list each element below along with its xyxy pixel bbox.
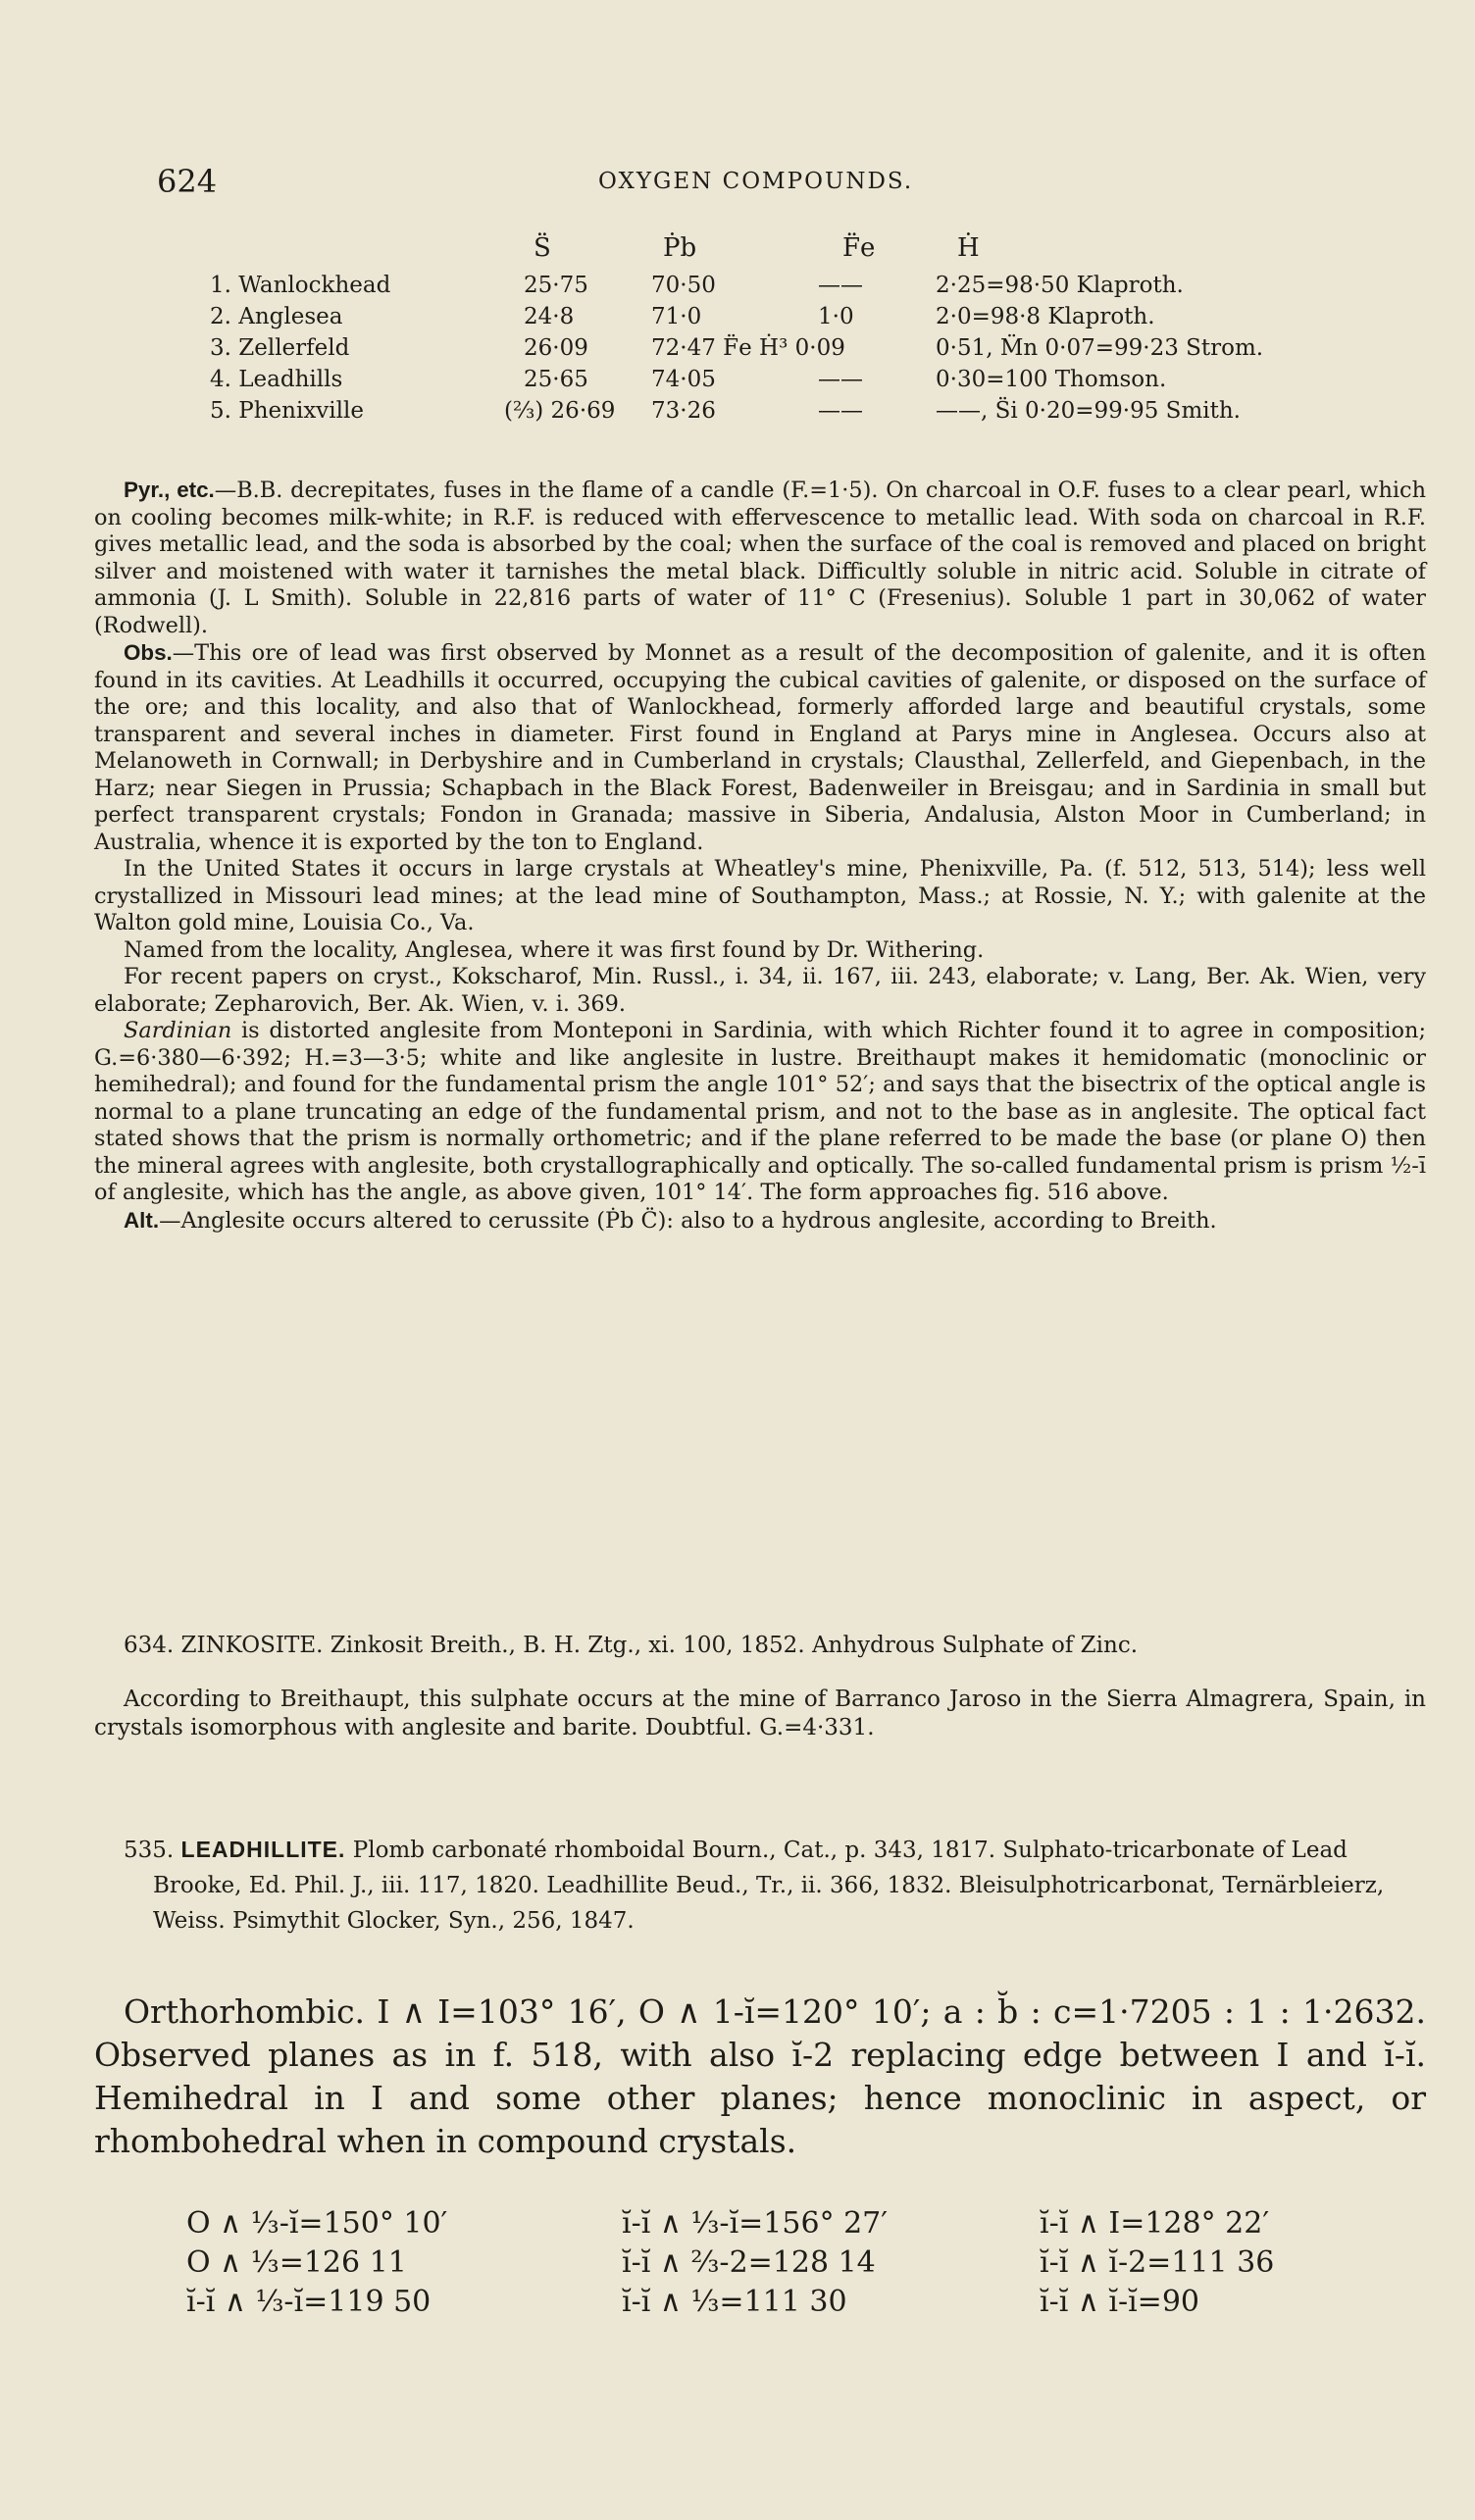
running-head (157, 163, 1432, 202)
angle-value: ĭ-ĭ ∧ ĭ-2=111 36 (1040, 2245, 1275, 2280)
body-text (94, 477, 1426, 1235)
crystallography-paragraph (94, 1991, 1426, 2163)
angles-table (186, 2206, 1363, 2324)
analysis-row (210, 273, 1387, 304)
value-h: 0·51, M̈n 0·07=99·23 Strom. (936, 335, 1264, 361)
zinkosite-header: 634. ZINKOSITE. Zinkosit Breith., B. H. Ztg., xi. 100, 1852. Anhydrous Sulphate of Zinc. (124, 1633, 1139, 1658)
value-pb: 72·47 F̈e Ḣ³ 0·09 (651, 335, 845, 361)
alt-paragraph (94, 1207, 1426, 1235)
value-pb: 73·26 (651, 398, 716, 424)
angle-value: ĭ-ĭ ∧ I=128° 22′ (1040, 2206, 1270, 2241)
crystallography-text: Orthorhombic. I ∧ I=103° 16′, O ∧ 1-ĭ=120° 10′; a : b̆ : c=1·7205 : 1 : 1·2632. Observed planes as in f. 518, with also ĭ-2 replacing edge between I and ĭ-ĭ. Hemihedral in I and some other planes; hence monoclinic in aspect, or rhombohedral when in compound crystals. (94, 1992, 1426, 2160)
analysis-row (210, 398, 1387, 429)
section-number: 535. (124, 1838, 175, 1863)
sardinian-word: Sardinian (124, 1018, 232, 1043)
sardinian-paragraph (94, 1018, 1426, 1207)
alt-text: —Anglesite occurs altered to cerussite (Ṗb C̈): also to a hydrous anglesite, according to Breith. (159, 1207, 1217, 1234)
value-s: 26·09 (524, 335, 588, 361)
analysis-row (210, 367, 1387, 398)
value-h: 2·0=98·8 Klaproth. (936, 304, 1155, 329)
value-pb: 74·05 (651, 367, 716, 392)
locality: 4. Leadhills (210, 367, 343, 392)
zinkosite-description: According to Breithaupt, this sulphate occurs at the mine of Barranco Jaroso in the Sierra Almagrera, Spain, in crystals isomorphous with anglesite and barite. Doubtful. G.=4·331. (94, 1687, 1426, 1740)
section-635 (94, 1832, 1426, 1939)
col-water: Ḣ (957, 233, 980, 263)
value-h: ——, S̈i 0·20=99·95 Smith. (936, 398, 1241, 424)
angle-value: ĭ-ĭ ∧ ⅓=111 30 (622, 2285, 847, 2319)
obs-label: Obs. (124, 640, 173, 665)
us-paragraph: In the United States it occurs in large crystals at Wheatley's mine, Phenixville, Pa. (f. 512, 513, 514); less well crystallized in Missouri lead mines; at the lead mine of Southampton, Mass.; at Rossie, N. Y.; with galenite at the Walton gold mine, Louisia Co., Va. (94, 856, 1426, 935)
obs-text: —This ore of lead was first observed by Monnet as a result of the decomposition of galenite, and it is often found in its cavities. At Leadhills it occurred, occupying the cubical cavities of galenite, or disposed on the surface of the ore; and this locality, and also that of Wanlockhead, formerly afforded large and beautiful crystals, some transparent and several inches in diameter. First found in England at Parys mine in Anglesea. Occurs also at Melanoweth in Cornwall; in Derbyshire and in Cumberland in crystals; Clausthal, Zellerfeld, and Giepenbach, in the Harz; near Siegen in Prussia; Schapbach in the Black Forest, Badenweiler in Breisgau; and in Sardinia in small but perfect transparent crystals; Fondon in Granada; massive in Siberia, Andalusia, Alston Moor in Cumberland; in Australia, whence it is exported by the ton to England. (94, 640, 1426, 855)
angle-value: O ∧ ⅓-ĭ=150° 10′ (186, 2206, 448, 2241)
leadhillite-header (124, 1832, 1426, 1939)
angles-row (186, 2206, 1363, 2245)
papers-paragraph: For recent papers on cryst., Kokscharof, Min. Russl., i. 34, ii. 167, iii. 243, elaborate; v. Lang, Ber. Ak. Wien, very elaborate; Zepharovich, Ber. Ak. Wien, v. i. 369. (94, 964, 1426, 1017)
pyr-paragraph (94, 477, 1426, 639)
value-h: 0·30=100 Thomson. (936, 367, 1167, 392)
page-number: 624 (157, 163, 218, 200)
angles-row (186, 2285, 1363, 2324)
locality: 3. Zellerfeld (210, 335, 350, 361)
locality: 2. Anglesea (210, 304, 343, 329)
value-s: 25·75 (524, 273, 588, 298)
analysis-row (210, 335, 1387, 367)
analyses-header (210, 233, 1387, 273)
running-title: OXYGEN COMPOUNDS. (598, 169, 914, 194)
value-s: 24·8 (524, 304, 575, 329)
col-sulphur: S̈ (534, 233, 551, 263)
obs-paragraph (94, 639, 1426, 856)
col-iron: F̈e (842, 233, 876, 263)
alt-label: Alt. (124, 1207, 160, 1233)
value-fe: —— (818, 367, 863, 392)
section-634 (94, 1632, 1426, 1742)
value-fe: —— (818, 273, 863, 298)
angle-value: ĭ-ĭ ∧ ⅓-ĭ=119 50 (186, 2285, 432, 2319)
angle-value: O ∧ ⅓=126 11 (186, 2245, 407, 2280)
sardinian-text: is distorted anglesite from Monteponi in Sardinia, with which Richter found it to agree in composition; G.=6·380—6·392; H.=3—3·5; white and like anglesite in lustre. Breithaupt makes it hemidomatic (monoclinic or hemihedral); and found for the fundamental prism the angle 101° 52′; and says that the bisectrix of the optical angle is normal to a plane truncating an edge of the fundamental prism, and not to the base as in anglesite. The optical fact stated shows that the prism is normally orthometric; and if the plane referred to be made the base (or plane O) then the mineral agrees with anglesite, both crystallographically and optically. The so-called fundamental prism is prism ½-ī of anglesite, which has the angle, as above given, 101° 14′. The form approaches fig. 516 above. (94, 1018, 1426, 1205)
synonymy: Plomb carbonaté rhomboidal Bourn., Cat., p. 343, 1817. Sulphato-tricarbonate of Lead Brooke, Ed. Phil. J., iii. 117, 1820. Leadhillite Beud., Tr., ii. 366, 1832. Bleisulphotricarbonat, Ternärbleierz, Weiss. Psimythit Glocker, Syn., 256, 1847. (153, 1838, 1385, 1934)
analyses-table (210, 233, 1387, 429)
value-h: 2·25=98·50 Klaproth. (936, 273, 1184, 298)
angles-row (186, 2245, 1363, 2285)
angle-value: ĭ-ĭ ∧ ⅔-2=128 14 (622, 2245, 876, 2280)
value-pb: 70·50 (651, 273, 716, 298)
col-lead: Ṗb (663, 233, 697, 263)
analysis-row (210, 304, 1387, 335)
pyr-label: Pyr., etc. (124, 478, 215, 502)
pyr-text: —B.B. decrepitates, fuses in the flame of a candle (F.=1·5). On charcoal in O.F. fuses to a clear pearl, which on cooling becomes milk-white; in R.F. is reduced with effervescence to metallic lead. With soda on charcoal in R.F. gives metallic lead, and the soda is absorbed by the coal; when the surface of the coal is removed and placed on bright silver and moistened with water it tarnishes the metal black. Difficultly soluble in nitric acid. Soluble in citrate of ammonia (J. L Smith). Soluble in 22,816 parts of water of 11° C (Fresenius). Soluble 1 part in 30,062 of water (Rodwell). (94, 478, 1426, 638)
value-s: (⅔) 26·69 (504, 398, 616, 424)
value-fe: —— (818, 398, 863, 424)
value-pb: 71·0 (651, 304, 702, 329)
locality: 5. Phenixville (210, 398, 364, 424)
value-fe: 1·0 (818, 304, 854, 329)
mineral-name: LEADHILLITE. (180, 1837, 346, 1862)
named-paragraph: Named from the locality, Anglesea, where it was first found by Dr. Withering. (124, 936, 985, 963)
angle-value: ĭ-ĭ ∧ ⅓-ĭ=156° 27′ (622, 2206, 889, 2241)
locality: 1. Wanlockhead (210, 273, 391, 298)
value-s: 25·65 (524, 367, 588, 392)
angle-value: ĭ-ĭ ∧ ĭ-ĭ=90 (1040, 2285, 1199, 2319)
